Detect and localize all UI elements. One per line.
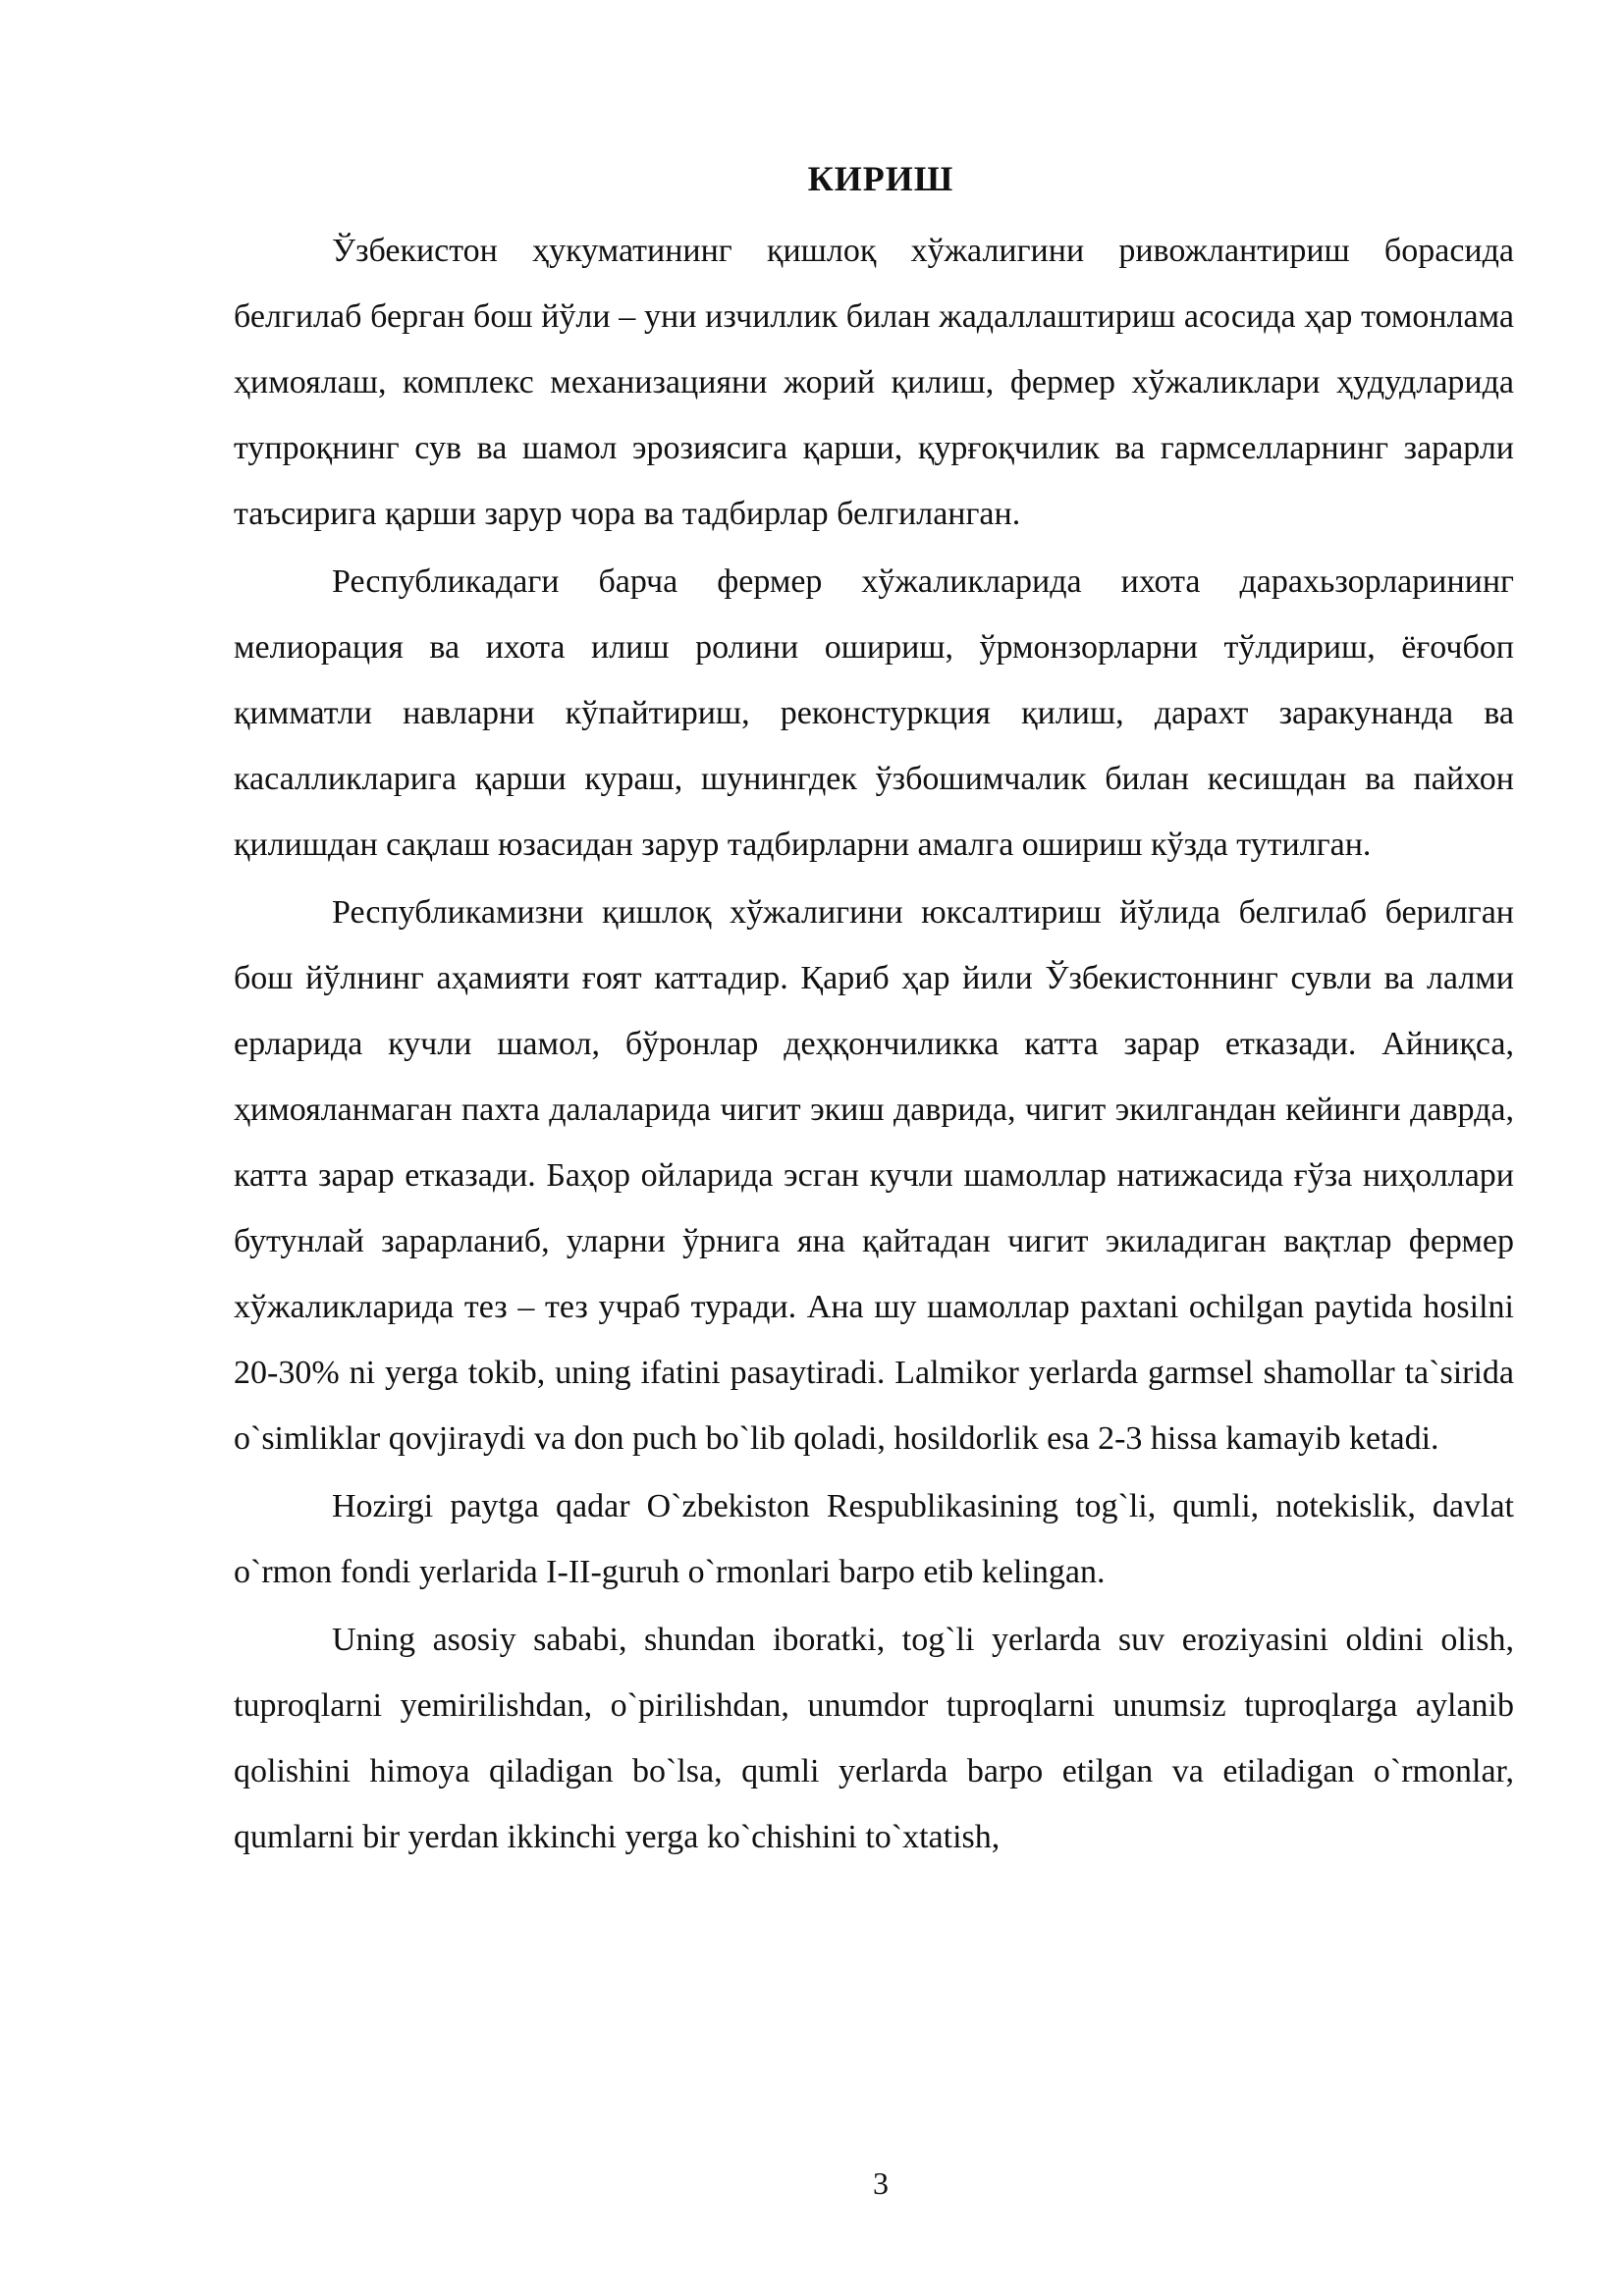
paragraph-3: Республикамизни қишлоқ хўжалигини юксалтириш йўлида белгилаб берилган бош йўлнинг аҳамияти ғоят каттадир. Қариб ҳар йили Ўзбекистоннинг сувли ва лалми ерларида кучли шамол, бўронлар деҳқончиликка катта зарар етказади. Айниқса, ҳимояланмаган пахта далаларида чигит экиш даврида, чигит экилгандан кейинги даврда, катта зарар етказади. Баҳор ойларида эсган кучли шамоллар натижасида ғўза ниҳоллари бутунлай зарарланиб, уларни ўрнига яна қайтадан чигит экиладиган вақтлар фермер хўжаликларида тез – тез учраб туради. Ана шу шамоллар paxtani ochilgan paytida hosilni 20-30% ni yerga tokib, uning ifatini pasaytiradi. Lalmikor yerlarda garmsel shamollar ta`sirida o`simliklar qovjiraydi va don puch bo`lib qoladi, hosildorlik esa 2-3 hissa kamayib ketadi. <box>234 894 1514 1457</box>
paragraph-2: Республикадаги барча фермер хўжаликларида ихота дарахьзорларининг мелиорация ва ихота илиш ролини ошириш, ўрмонзорларни тўлдириш, ёғочбоп қимматли навларни кўпайтириш, реконстуркция қилиш, дарахт заракунанда ва касалликларига қарши кураш, шунингдек ўзбошимчалик билан кесишдан ва пайхон қилишдан сақлаш юзасидан зарур тадбирларни амалга ошириш кўзда тутилган. <box>234 563 1514 863</box>
paragraph-4: Hozirgi paytga qadar O`zbekiston Respublikasining tog`li, qumli, notekislik, davlat o`rmon fondi yerlarida I-II-guruh o`rmonlari barpo etib kelingan. <box>234 1488 1514 1590</box>
page-number: 3 <box>873 2165 889 2201</box>
paragraph-5: Uning asosiy sababi, shundan iboratki, tog`li yerlarda suv eroziyasini oldini olish, tuproqlarni yemirilishdan, o`pirilishdan, unumdor tuproqlarni unumsiz tuproqlarga aylanib qolishini himoya qiladigan bo`lsa, qumli yerlarda barpo etilgan va etiladigan o`rmonlar, qumlarni bir yerdan ikkinchi yerga ko`chishini to`xtatish, <box>234 1622 1514 1855</box>
section-heading: КИРИШ <box>807 159 954 198</box>
body-text <box>234 218 1514 1870</box>
paragraph-1: Ўзбекистон ҳукуматининг қишлоқ хўжалигини ривожлантириш борасида белгилаб берган бош йўли – уни изчиллик билан жадаллаштириш асосида ҳар томонлама ҳимоялаш, комплекс механизацияни жорий қилиш, фермер хўжаликлари ҳудудларида тупроқнинг сув ва шамол эрозиясига қарши, қурғоқчилик ва гармселларнинг зарарли таъсирига қарши зарур чора ва тадбирлар белгиланган. <box>234 233 1514 532</box>
